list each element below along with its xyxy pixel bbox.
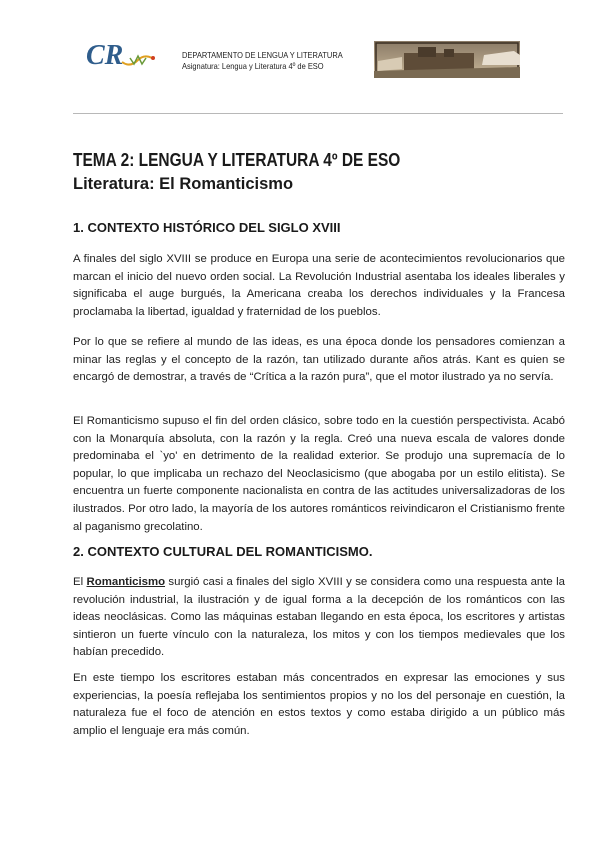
header-banner-image: [374, 41, 520, 78]
subject-name: Asignatura: Lengua y Literatura 4º de ESO: [182, 61, 324, 71]
paragraph-intro: El: [73, 576, 87, 588]
section-2-paragraph-2: En este tiempo los escritores estaban más concentrados en expresar las emociones y sus experiencias, la poesía reflejaba los sentimientos propios y no los del personaje en cuestión, la naturaleza fue el foco de atención en estos textos y como estaba dirigido a un público más amplio el lenguaje era más común.: [73, 672, 565, 737]
paragraph-body: surgió casi a finales del siglo XVIII y se considera como una respuesta ante la revolución industrial, la ilustración y de igual forma a la decepción de los románticos con las ideas neoclásicas. Como las máquinas estaban llegando en esta época, los escritores y artistas sintieron un fuerte vínculo con la naturaleza, los mitos y con los tiempos medievales que los habían precedido.: [73, 576, 566, 659]
header-divider: [73, 113, 563, 114]
section-2-heading: 2. CONTEXTO CULTURAL DEL ROMANTICISMO.: [73, 544, 373, 559]
department-name: DEPARTAMENTO DE LENGUA Y LITERATURA: [182, 50, 343, 60]
section-1-paragraph-3: El Romanticismo supuso el fin del orden clásico, sobre todo en la cuestión perspectivista. Acabó con la Monarquía absoluta, con la razón y la regla. Creó una nueva escala de valores donde predominaba el `yo' en detrimento de la realidad exterior. Se produjo una supremacía de lo popular, lo que implicaba un rechazo del Neoclasicismo (que abogaba por un estilo elitista). Se encuentra un fuerte componente nacionalista en contra de las actitudes universalizadoras de los ilustrados. Por otro lado, la mayoría de los autores románticos reivindicaron el Cristianismo frente al paganismo grecolatino.: [73, 415, 565, 533]
page-subtitle: Literatura: El Romanticismo: [73, 175, 294, 193]
section-1-paragraph-2: Por lo que se refiere al mundo de las ideas, es una época donde los pensadores comienzan a minar las reglas y el concepto de la razón, tan utilizado durante años atrás. Kant es quien se encargó de demostrar, a través de “Crítica a la razón pura”, que el motor ilustrado ya no servía.: [73, 336, 565, 384]
romanticismo-term: Romanticismo: [86, 576, 166, 588]
page-title: TEMA 2: LENGUA Y LITERATURA 4º DE ESO: [73, 150, 401, 170]
section-2-paragraph-1: [73, 574, 565, 662]
school-logo: [86, 38, 158, 74]
section-1-paragraph-1: A finales del siglo XVIII se produce en Europa una serie de acontecimientos revolucionarios que marcan el inicio del nuevo orden social. La Revolución Industrial asentaba los ideales liberales y significaba el auge burgués, la Americana creaba los derechos individuales y la Francesa proclamaba la libertad, igualdad y fraternidad de los pueblos.: [73, 253, 565, 318]
svg-text:CR: CR: [86, 40, 124, 71]
header-text: [182, 50, 343, 72]
section-1-heading: 1. CONTEXTO HISTÓRICO DEL SIGLO XVIII: [73, 220, 341, 235]
